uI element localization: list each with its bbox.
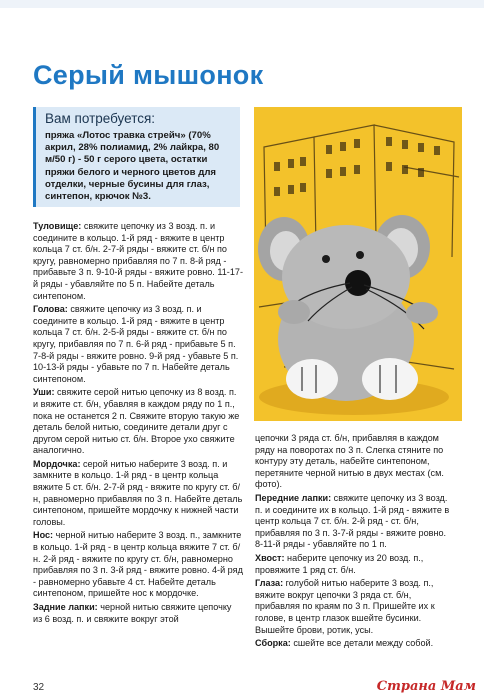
instructions-right-column xyxy=(255,433,455,652)
instructions-left-column xyxy=(33,221,243,627)
paragraph-hind-paws xyxy=(33,602,243,625)
paragraph-label: Глаза: xyxy=(255,578,284,589)
paragraph-text: черной нитью наберите 3 возд. п., замкните в кольцо. 1-й ряд - в центр кольца вяжите 7 ст. б/н. 2-й ряд - вяжите по кругу ст. б/н, равномерно прибавляя по 3 п. 3-й ряд - вяжите ровно. 4-й ряд - равномерно убавьте 4 ст. Набейте деталь синтепоном, пришейте нос к мордочке. xyxy=(33,530,243,599)
paragraph-label: Голова: xyxy=(33,304,68,315)
paragraph-assembly xyxy=(255,638,455,650)
paragraph-eyes xyxy=(255,578,455,636)
paragraph-head xyxy=(33,304,243,385)
paragraph-label: Задние лапки: xyxy=(33,602,98,612)
paragraph-label: Передние лапки: xyxy=(255,492,332,503)
paragraph-continuation xyxy=(255,433,455,491)
paragraph-tail xyxy=(255,553,455,576)
paragraph-text: наберите цепочку из 20 возд. п., провяжите 1 ряд ст. б/н. xyxy=(255,552,424,575)
paragraph-label: Мордочка: xyxy=(33,458,81,469)
mouse-photo-illustration xyxy=(254,107,462,421)
paragraph-text: цепочки 3 ряда ст. б/н, прибавляя в каждом ряду на поворотах по 3 п. Слегка стяните по контуру эту деталь, набейте синтепоном, перетяните черной нитью в двух местах (см. фото). xyxy=(255,433,444,490)
paragraph-label: Уши: xyxy=(33,387,55,398)
paragraph-label: Сборка: xyxy=(255,638,291,649)
paragraph-ears xyxy=(33,387,243,457)
paragraph-text: сшейте все детали между собой. xyxy=(290,638,434,649)
paragraph-text: свяжите цепочку из 3 возд. п. и соедините в кольцо. 1-й ряд - вяжите в центр кольца 7 ст. б/н. 2-7-й ряды - вяжите ст. б/н по кругу, равномерно прибавляя по 7 п. 8-й ряд - прибавьте 3 п. 9-10-й ряды - вяжите ровно. 11-17-й ряды - убавляйте по 5 п. Набейте деталь синтепоном. xyxy=(33,221,243,301)
paragraph-text: свяжите цепочку из 3 возд. п. и соедините их в кольцо. 1-й ряд - вяжите в центр кольца 7 ст. б/н. 2-й ряд - ст. б/н, прибавляя по 3 п. 3-7-й ряды - вяжите ровно. 8-11-й ряды - убавляйте по 1 п. xyxy=(255,492,450,550)
paragraph-text: голубой нитью наберите 3 возд. п., вяжите вокруг цепочки 3 ряда ст. б/н, прибавляя по краям по 3 п. Пришейте их к голове, в центр глазок вшейте бусинки. Вышейте брови, ротик, усы. xyxy=(255,578,435,635)
paragraph-label: Нос: xyxy=(33,530,54,541)
paragraph-label: Туловище: xyxy=(33,221,82,231)
paragraph-muzzle xyxy=(33,459,243,529)
paragraph-text: серой нитью наберите 3 возд. п. и замкните в кольцо. 1-й ряд - в центр кольца вяжите 5 ст. б/н. 2-7-й ряд - вяжите по кругу ст. б/н, равномерно прибавляя по 3 п. Набейте деталь синтепоном, пришейте мордочку к нижней части головы. xyxy=(33,458,243,527)
paragraph-label: Хвост: xyxy=(255,552,285,563)
paragraph-text: свяжите цепочку из 3 возд. п. и соедините в кольцо. 1-й ряд - вяжите в центр кольца 7 ст. б/н. 2-5-й ряды - вяжите ст. б/н по кругу, прибавляя по 7 п. 6-й ряд - прибавьте 5 п. 7-8-й ряды - вяжите ровно. 9-й ряд - убавьте 5 п. 10-13-й ряды - убавьте по 7 п. Набейте деталь синтепоном. xyxy=(33,304,239,384)
paragraph-text: свяжите серой нитью цепочку из 8 возд. п. и вяжите ст. б/н, убавляя в каждом ряду по 1 п., пока не останется 2 п. Свяжите вторую такую же деталь белой нитью, соедините детали друг с другом серой нитью ст. б/н. Второе ухо свяжите аналогично. xyxy=(33,387,240,456)
watermark-logo: Страна Мам xyxy=(376,679,476,694)
top-stripe xyxy=(0,0,484,8)
page-title: Серый мышонок xyxy=(33,60,264,90)
materials-heading: Вам потребуется: xyxy=(45,111,156,126)
page-number: 32 xyxy=(33,682,45,693)
paragraph-front-paws xyxy=(255,493,455,551)
paragraph-text: черной нитью свяжите цепочку из 6 возд. п. и свяжите вокруг этой xyxy=(33,602,232,624)
paragraph-body xyxy=(33,221,243,302)
materials-text: пряжа «Лотос травка стрейч» (70% акрил, 28% полиамид, 2% лайкра, 80 м/50 г) - 50 г серого цвета, остатки пряжи белого и черного цветов для отделки, черные бусины для глаз, синтепон, крючок №3. xyxy=(45,130,220,203)
mouse-photo xyxy=(254,107,462,421)
paragraph-nose xyxy=(33,530,243,600)
materials-box xyxy=(33,107,240,207)
